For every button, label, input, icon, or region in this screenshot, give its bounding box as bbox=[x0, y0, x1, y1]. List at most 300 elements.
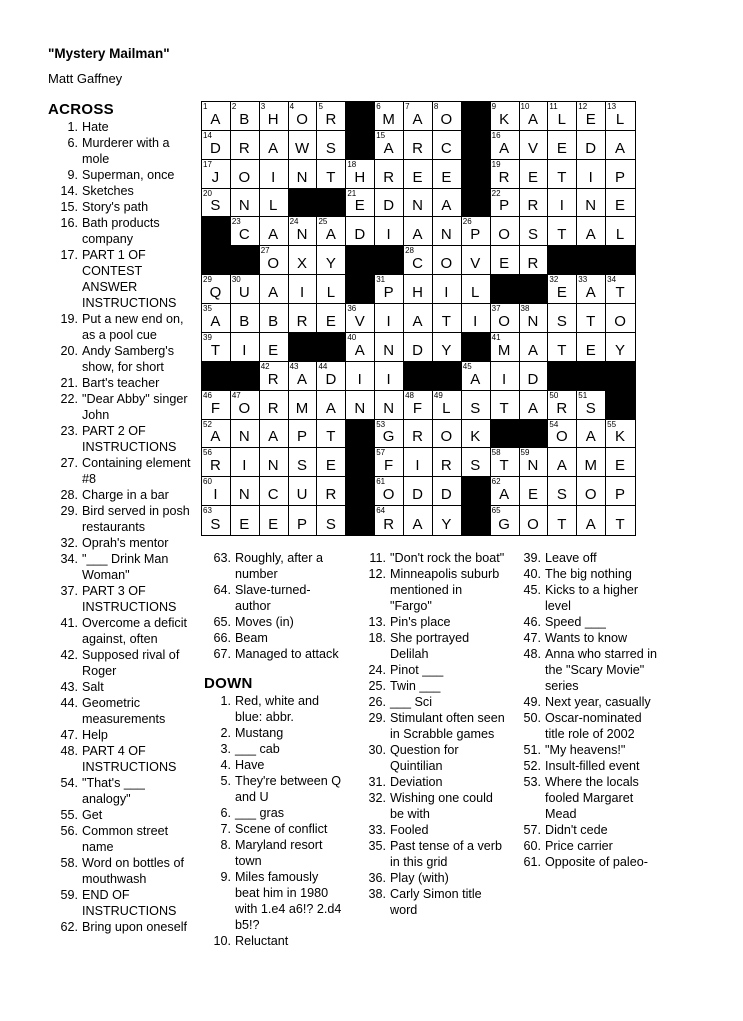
across-clue[interactable] bbox=[204, 614, 344, 630]
grid-cell[interactable] bbox=[317, 217, 346, 246]
down-clue[interactable] bbox=[361, 742, 506, 774]
grid-cell[interactable] bbox=[289, 391, 318, 420]
down-clue[interactable] bbox=[516, 854, 661, 870]
grid-cell[interactable] bbox=[548, 506, 577, 535]
grid-cell[interactable] bbox=[520, 391, 549, 420]
grid-cell[interactable] bbox=[433, 477, 462, 506]
grid-cell[interactable] bbox=[433, 391, 462, 420]
clue-text: ___ gras bbox=[235, 806, 285, 820]
across-clue[interactable] bbox=[48, 215, 196, 247]
grid-cell[interactable] bbox=[433, 189, 462, 218]
grid-cell[interactable] bbox=[202, 506, 231, 535]
grid-cell[interactable] bbox=[375, 304, 404, 333]
grid-cell[interactable] bbox=[577, 275, 606, 304]
grid-cell[interactable] bbox=[577, 477, 606, 506]
down-clue[interactable] bbox=[516, 710, 661, 742]
down-clue[interactable] bbox=[204, 773, 344, 805]
grid-cell[interactable] bbox=[289, 506, 318, 535]
down-clue[interactable] bbox=[516, 822, 661, 838]
clue-text: PART 2 OF INSTRUCTIONS bbox=[82, 424, 177, 454]
grid-cell[interactable] bbox=[520, 217, 549, 246]
grid-cell[interactable] bbox=[202, 304, 231, 333]
grid-cell[interactable] bbox=[462, 362, 491, 391]
grid-cell[interactable] bbox=[260, 333, 289, 362]
grid-cell[interactable] bbox=[491, 477, 520, 506]
grid-cell[interactable] bbox=[317, 506, 346, 535]
down-clue[interactable] bbox=[516, 774, 661, 822]
grid-cell[interactable] bbox=[231, 391, 260, 420]
grid-cell[interactable] bbox=[260, 160, 289, 189]
grid-cell[interactable] bbox=[491, 246, 520, 275]
cell-letter: B bbox=[268, 312, 280, 330]
grid-cell[interactable] bbox=[231, 217, 260, 246]
grid-cell[interactable] bbox=[577, 506, 606, 535]
down-clue[interactable] bbox=[516, 758, 661, 774]
down-clue[interactable] bbox=[516, 566, 661, 582]
down-clue[interactable] bbox=[361, 790, 506, 822]
down-clue[interactable] bbox=[204, 741, 344, 757]
cell-letter: O bbox=[440, 255, 454, 273]
cell-letter: O bbox=[498, 312, 511, 330]
down-clue[interactable] bbox=[204, 869, 344, 933]
grid-cell[interactable] bbox=[289, 131, 318, 160]
across-clue[interactable] bbox=[48, 615, 196, 647]
grid-cell[interactable] bbox=[520, 131, 549, 160]
across-clue[interactable] bbox=[48, 375, 196, 391]
clue-text: Leave off bbox=[545, 551, 597, 565]
down-clue[interactable] bbox=[516, 694, 661, 710]
grid-cell[interactable] bbox=[289, 477, 318, 506]
cell-number: 24 bbox=[289, 217, 299, 227]
grid-cell[interactable] bbox=[317, 304, 346, 333]
down-clue[interactable] bbox=[204, 693, 344, 725]
grid-cell[interactable] bbox=[375, 189, 404, 218]
across-heading: ACROSS bbox=[48, 101, 114, 118]
grid-cell[interactable] bbox=[375, 131, 404, 160]
cell-letter: O bbox=[555, 428, 569, 446]
grid-cell[interactable] bbox=[520, 506, 549, 535]
grid-cell[interactable] bbox=[375, 362, 404, 391]
grid-cell[interactable] bbox=[346, 391, 375, 420]
grid-cell[interactable] bbox=[606, 217, 635, 246]
grid-cell[interactable] bbox=[404, 420, 433, 449]
down-clue[interactable] bbox=[361, 566, 506, 614]
down-clue[interactable] bbox=[516, 614, 661, 630]
grid-cell[interactable] bbox=[375, 160, 404, 189]
clue-text: Mustang bbox=[235, 726, 284, 740]
down-clue[interactable] bbox=[361, 886, 506, 918]
grid-cell[interactable] bbox=[260, 506, 289, 535]
down-list bbox=[204, 693, 344, 949]
down-clue[interactable] bbox=[516, 838, 661, 854]
across-clue[interactable] bbox=[48, 679, 196, 695]
grid-cell[interactable] bbox=[491, 333, 520, 362]
grid-cell[interactable] bbox=[491, 131, 520, 160]
down-clue[interactable] bbox=[361, 662, 506, 678]
grid-cell[interactable] bbox=[433, 420, 462, 449]
across-clue[interactable] bbox=[48, 823, 196, 855]
grid-cell[interactable] bbox=[520, 246, 549, 275]
across-clue[interactable] bbox=[48, 727, 196, 743]
down-clue[interactable] bbox=[361, 678, 506, 694]
down-clue[interactable] bbox=[204, 805, 344, 821]
grid-cell[interactable] bbox=[577, 333, 606, 362]
across-clue[interactable] bbox=[48, 775, 196, 807]
cell-letter: I bbox=[271, 168, 277, 186]
down-clue[interactable] bbox=[204, 933, 344, 949]
grid-cell[interactable] bbox=[346, 189, 375, 218]
across-clue[interactable] bbox=[48, 647, 196, 679]
grid-cell[interactable] bbox=[577, 304, 606, 333]
grid-cell[interactable] bbox=[404, 189, 433, 218]
grid-cell[interactable] bbox=[346, 304, 375, 333]
grid-cell[interactable] bbox=[231, 275, 260, 304]
grid-cell[interactable] bbox=[202, 189, 231, 218]
grid-cell[interactable] bbox=[520, 160, 549, 189]
grid-cell[interactable] bbox=[606, 420, 635, 449]
cell-letter: S bbox=[297, 457, 309, 475]
grid-cell[interactable] bbox=[520, 362, 549, 391]
across-clue[interactable] bbox=[48, 855, 196, 887]
grid-cell[interactable] bbox=[520, 102, 549, 131]
grid-cell[interactable] bbox=[462, 275, 491, 304]
grid-cell[interactable] bbox=[260, 477, 289, 506]
across-clue[interactable] bbox=[204, 550, 344, 582]
clue-number: 53. bbox=[523, 775, 541, 789]
grid-cell[interactable] bbox=[577, 217, 606, 246]
grid-cell[interactable] bbox=[606, 189, 635, 218]
grid-cell[interactable] bbox=[260, 217, 289, 246]
clue-text: Opposite of paleo- bbox=[545, 855, 648, 869]
grid-cell[interactable] bbox=[491, 448, 520, 477]
grid-cell[interactable] bbox=[491, 304, 520, 333]
grid-cell[interactable] bbox=[433, 506, 462, 535]
grid-cell[interactable] bbox=[260, 448, 289, 477]
grid-cell[interactable] bbox=[317, 362, 346, 391]
clue-number: 49. bbox=[523, 695, 541, 709]
grid-cell[interactable] bbox=[491, 189, 520, 218]
grid-cell[interactable] bbox=[577, 160, 606, 189]
across-clue[interactable] bbox=[48, 807, 196, 823]
down-clue[interactable] bbox=[361, 838, 506, 870]
grid-cell[interactable] bbox=[606, 506, 635, 535]
grid-cell[interactable] bbox=[548, 275, 577, 304]
grid-cell[interactable] bbox=[202, 131, 231, 160]
grid-cell[interactable] bbox=[404, 448, 433, 477]
grid-cell[interactable] bbox=[404, 506, 433, 535]
grid-cell[interactable] bbox=[289, 448, 318, 477]
grid-cell[interactable] bbox=[404, 160, 433, 189]
grid-cell[interactable] bbox=[491, 391, 520, 420]
across-clue[interactable] bbox=[48, 183, 196, 199]
grid-cell[interactable] bbox=[375, 102, 404, 131]
grid-cell[interactable] bbox=[231, 333, 260, 362]
grid-cell[interactable] bbox=[577, 189, 606, 218]
cell-letter: N bbox=[527, 457, 540, 475]
grid-cell[interactable] bbox=[491, 217, 520, 246]
across-clue[interactable] bbox=[48, 343, 196, 375]
down-clue[interactable] bbox=[204, 725, 344, 741]
clue-text: ___ cab bbox=[235, 742, 280, 756]
grid-cell[interactable] bbox=[433, 333, 462, 362]
grid-cell[interactable] bbox=[404, 275, 433, 304]
grid-cell[interactable] bbox=[260, 131, 289, 160]
grid-cell[interactable] bbox=[346, 333, 375, 362]
grid-cell[interactable] bbox=[346, 362, 375, 391]
grid-cell[interactable] bbox=[317, 448, 346, 477]
cell-letter: I bbox=[213, 486, 219, 504]
grid-cell[interactable] bbox=[346, 160, 375, 189]
grid-cell[interactable] bbox=[202, 477, 231, 506]
grid-cell[interactable] bbox=[231, 506, 260, 535]
grid-cell[interactable] bbox=[520, 304, 549, 333]
across-clue[interactable] bbox=[48, 135, 196, 167]
grid-cell[interactable] bbox=[260, 362, 289, 391]
across-clue[interactable] bbox=[204, 646, 344, 662]
down-clue[interactable] bbox=[361, 550, 506, 566]
across-clue[interactable] bbox=[48, 695, 196, 727]
grid-cell[interactable] bbox=[289, 275, 318, 304]
cell-letter: J bbox=[211, 168, 221, 186]
down-clue[interactable] bbox=[516, 742, 661, 758]
grid-cell[interactable] bbox=[289, 420, 318, 449]
grid-cell[interactable] bbox=[606, 131, 635, 160]
cell-number: 62 bbox=[491, 477, 501, 487]
cell-number: 16 bbox=[491, 130, 501, 140]
across-clue[interactable] bbox=[48, 167, 196, 183]
grid-cell[interactable] bbox=[317, 275, 346, 304]
grid-cell[interactable] bbox=[433, 246, 462, 275]
grid-cell[interactable] bbox=[317, 102, 346, 131]
grid-cell[interactable] bbox=[202, 420, 231, 449]
grid-cell[interactable] bbox=[260, 275, 289, 304]
grid-cell[interactable] bbox=[433, 131, 462, 160]
clue-number: 51. bbox=[523, 743, 541, 757]
grid-cell[interactable] bbox=[317, 391, 346, 420]
grid-cell[interactable] bbox=[375, 333, 404, 362]
grid-cell[interactable] bbox=[520, 477, 549, 506]
down-clue[interactable] bbox=[516, 582, 661, 614]
grid-cell[interactable] bbox=[375, 477, 404, 506]
grid-cell[interactable] bbox=[433, 217, 462, 246]
grid-cell[interactable] bbox=[404, 102, 433, 131]
grid-cell[interactable] bbox=[462, 391, 491, 420]
grid-cell[interactable] bbox=[462, 304, 491, 333]
grid-cell[interactable] bbox=[317, 420, 346, 449]
across-clue[interactable] bbox=[48, 551, 196, 583]
grid-cell[interactable] bbox=[548, 448, 577, 477]
grid-cell[interactable] bbox=[577, 102, 606, 131]
grid-cell[interactable] bbox=[520, 189, 549, 218]
grid-cell[interactable] bbox=[462, 448, 491, 477]
across-clue[interactable] bbox=[204, 630, 344, 646]
grid-cell[interactable] bbox=[317, 477, 346, 506]
grid-cell[interactable] bbox=[202, 333, 231, 362]
cell-letter: R bbox=[325, 486, 338, 504]
down-clue[interactable] bbox=[361, 694, 506, 710]
grid-cell[interactable] bbox=[260, 246, 289, 275]
across-clue[interactable] bbox=[48, 247, 196, 311]
grid-cell[interactable] bbox=[289, 217, 318, 246]
grid-cell[interactable] bbox=[375, 275, 404, 304]
across-clue[interactable] bbox=[48, 919, 196, 935]
grid-cell[interactable] bbox=[404, 217, 433, 246]
grid-cell[interactable] bbox=[375, 506, 404, 535]
grid-cell[interactable] bbox=[289, 160, 318, 189]
grid-cell[interactable] bbox=[606, 333, 635, 362]
grid-cell[interactable] bbox=[260, 391, 289, 420]
clue-number: 29. bbox=[60, 504, 78, 518]
grid-cell[interactable] bbox=[548, 391, 577, 420]
crossword-grid[interactable] bbox=[201, 101, 636, 536]
grid-cell[interactable] bbox=[375, 391, 404, 420]
across-clue[interactable] bbox=[48, 391, 196, 423]
grid-cell[interactable] bbox=[317, 160, 346, 189]
grid-cell[interactable] bbox=[462, 420, 491, 449]
grid-cell[interactable] bbox=[375, 448, 404, 477]
across-clue[interactable] bbox=[48, 743, 196, 775]
grid-cell[interactable] bbox=[202, 275, 231, 304]
down-clue[interactable] bbox=[204, 821, 344, 837]
grid-cell[interactable] bbox=[317, 246, 346, 275]
grid-cell[interactable] bbox=[491, 362, 520, 391]
grid-cell[interactable] bbox=[606, 102, 635, 131]
grid-cell[interactable] bbox=[289, 362, 318, 391]
grid-cell[interactable] bbox=[433, 160, 462, 189]
grid-cell[interactable] bbox=[577, 448, 606, 477]
grid-cell[interactable] bbox=[462, 246, 491, 275]
cell-letter: R bbox=[412, 428, 424, 446]
grid-cell[interactable] bbox=[231, 477, 260, 506]
grid-cell[interactable] bbox=[289, 304, 318, 333]
across-clue[interactable] bbox=[48, 583, 196, 615]
grid-cell[interactable] bbox=[404, 477, 433, 506]
cell-number: 8 bbox=[433, 102, 439, 111]
down-clue[interactable] bbox=[361, 614, 506, 630]
grid-cell[interactable] bbox=[548, 304, 577, 333]
grid-cell[interactable] bbox=[404, 131, 433, 160]
grid-cell[interactable] bbox=[404, 246, 433, 275]
grid-cell[interactable] bbox=[548, 131, 577, 160]
grid-cell[interactable] bbox=[548, 102, 577, 131]
cell-letter: A bbox=[268, 226, 280, 244]
grid-cell[interactable] bbox=[462, 217, 491, 246]
grid-cell[interactable] bbox=[260, 304, 289, 333]
grid-cell[interactable] bbox=[404, 304, 433, 333]
grid-cell[interactable] bbox=[231, 304, 260, 333]
grid-cell[interactable] bbox=[577, 420, 606, 449]
down-clue[interactable] bbox=[361, 630, 506, 662]
black-square bbox=[346, 131, 375, 160]
down-clue[interactable] bbox=[516, 630, 661, 646]
grid-cell[interactable] bbox=[491, 506, 520, 535]
grid-cell[interactable] bbox=[433, 275, 462, 304]
grid-cell[interactable] bbox=[289, 102, 318, 131]
grid-cell[interactable] bbox=[231, 420, 260, 449]
grid-cell[interactable] bbox=[491, 160, 520, 189]
grid-cell[interactable] bbox=[548, 160, 577, 189]
across-clue[interactable] bbox=[48, 311, 196, 343]
grid-cell[interactable] bbox=[260, 189, 289, 218]
grid-cell[interactable] bbox=[606, 477, 635, 506]
grid-cell[interactable] bbox=[491, 102, 520, 131]
grid-cell[interactable] bbox=[548, 189, 577, 218]
down-clue[interactable] bbox=[361, 822, 506, 838]
grid-cell[interactable] bbox=[346, 217, 375, 246]
across-clue[interactable] bbox=[48, 199, 196, 215]
grid-cell[interactable] bbox=[231, 448, 260, 477]
grid-cell[interactable] bbox=[231, 131, 260, 160]
black-square bbox=[375, 246, 404, 275]
down-clue[interactable] bbox=[361, 774, 506, 790]
clue-number: 45. bbox=[523, 583, 541, 597]
grid-cell[interactable] bbox=[433, 304, 462, 333]
cell-letter: A bbox=[615, 139, 627, 157]
cell-letter: E bbox=[268, 515, 280, 533]
grid-cell[interactable] bbox=[317, 131, 346, 160]
clue-number: 30. bbox=[368, 743, 386, 757]
across-clue[interactable] bbox=[48, 455, 196, 487]
grid-cell[interactable] bbox=[231, 189, 260, 218]
down-clue[interactable] bbox=[204, 757, 344, 773]
grid-cell[interactable] bbox=[577, 391, 606, 420]
grid-cell[interactable] bbox=[520, 333, 549, 362]
down-clue[interactable] bbox=[516, 550, 661, 566]
grid-cell[interactable] bbox=[548, 333, 577, 362]
grid-cell[interactable] bbox=[202, 391, 231, 420]
grid-cell[interactable] bbox=[433, 448, 462, 477]
grid-cell[interactable] bbox=[548, 420, 577, 449]
grid-cell[interactable] bbox=[231, 102, 260, 131]
across-clue[interactable] bbox=[48, 503, 196, 535]
cell-letter: E bbox=[354, 197, 366, 215]
down-clue[interactable] bbox=[204, 837, 344, 869]
cell-letter: E bbox=[527, 168, 539, 186]
grid-cell[interactable] bbox=[520, 448, 549, 477]
down-clue[interactable] bbox=[361, 870, 506, 886]
grid-cell[interactable] bbox=[433, 102, 462, 131]
cell-letter: O bbox=[527, 515, 540, 533]
grid-cell[interactable] bbox=[375, 420, 404, 449]
grid-cell[interactable] bbox=[231, 160, 260, 189]
grid-cell[interactable] bbox=[606, 448, 635, 477]
across-clue[interactable] bbox=[48, 423, 196, 455]
grid-cell[interactable] bbox=[202, 160, 231, 189]
grid-cell[interactable] bbox=[202, 448, 231, 477]
grid-cell[interactable] bbox=[404, 391, 433, 420]
across-clue[interactable] bbox=[48, 887, 196, 919]
grid-cell[interactable] bbox=[289, 246, 318, 275]
across-clue[interactable] bbox=[48, 119, 196, 135]
across-clue[interactable] bbox=[48, 487, 196, 503]
grid-cell[interactable] bbox=[606, 275, 635, 304]
grid-cell[interactable] bbox=[577, 131, 606, 160]
grid-cell[interactable] bbox=[375, 217, 404, 246]
grid-cell[interactable] bbox=[606, 304, 635, 333]
grid-cell[interactable] bbox=[404, 333, 433, 362]
grid-cell[interactable] bbox=[260, 102, 289, 131]
down-clue[interactable] bbox=[361, 710, 506, 742]
across-clue[interactable] bbox=[204, 582, 344, 614]
grid-cell[interactable] bbox=[548, 217, 577, 246]
cell-number: 15 bbox=[376, 130, 386, 140]
grid-cell[interactable] bbox=[606, 160, 635, 189]
grid-cell[interactable] bbox=[202, 102, 231, 131]
down-clue[interactable] bbox=[516, 646, 661, 694]
across-clue[interactable] bbox=[48, 535, 196, 551]
grid-cell[interactable] bbox=[548, 477, 577, 506]
grid-cell[interactable] bbox=[260, 420, 289, 449]
